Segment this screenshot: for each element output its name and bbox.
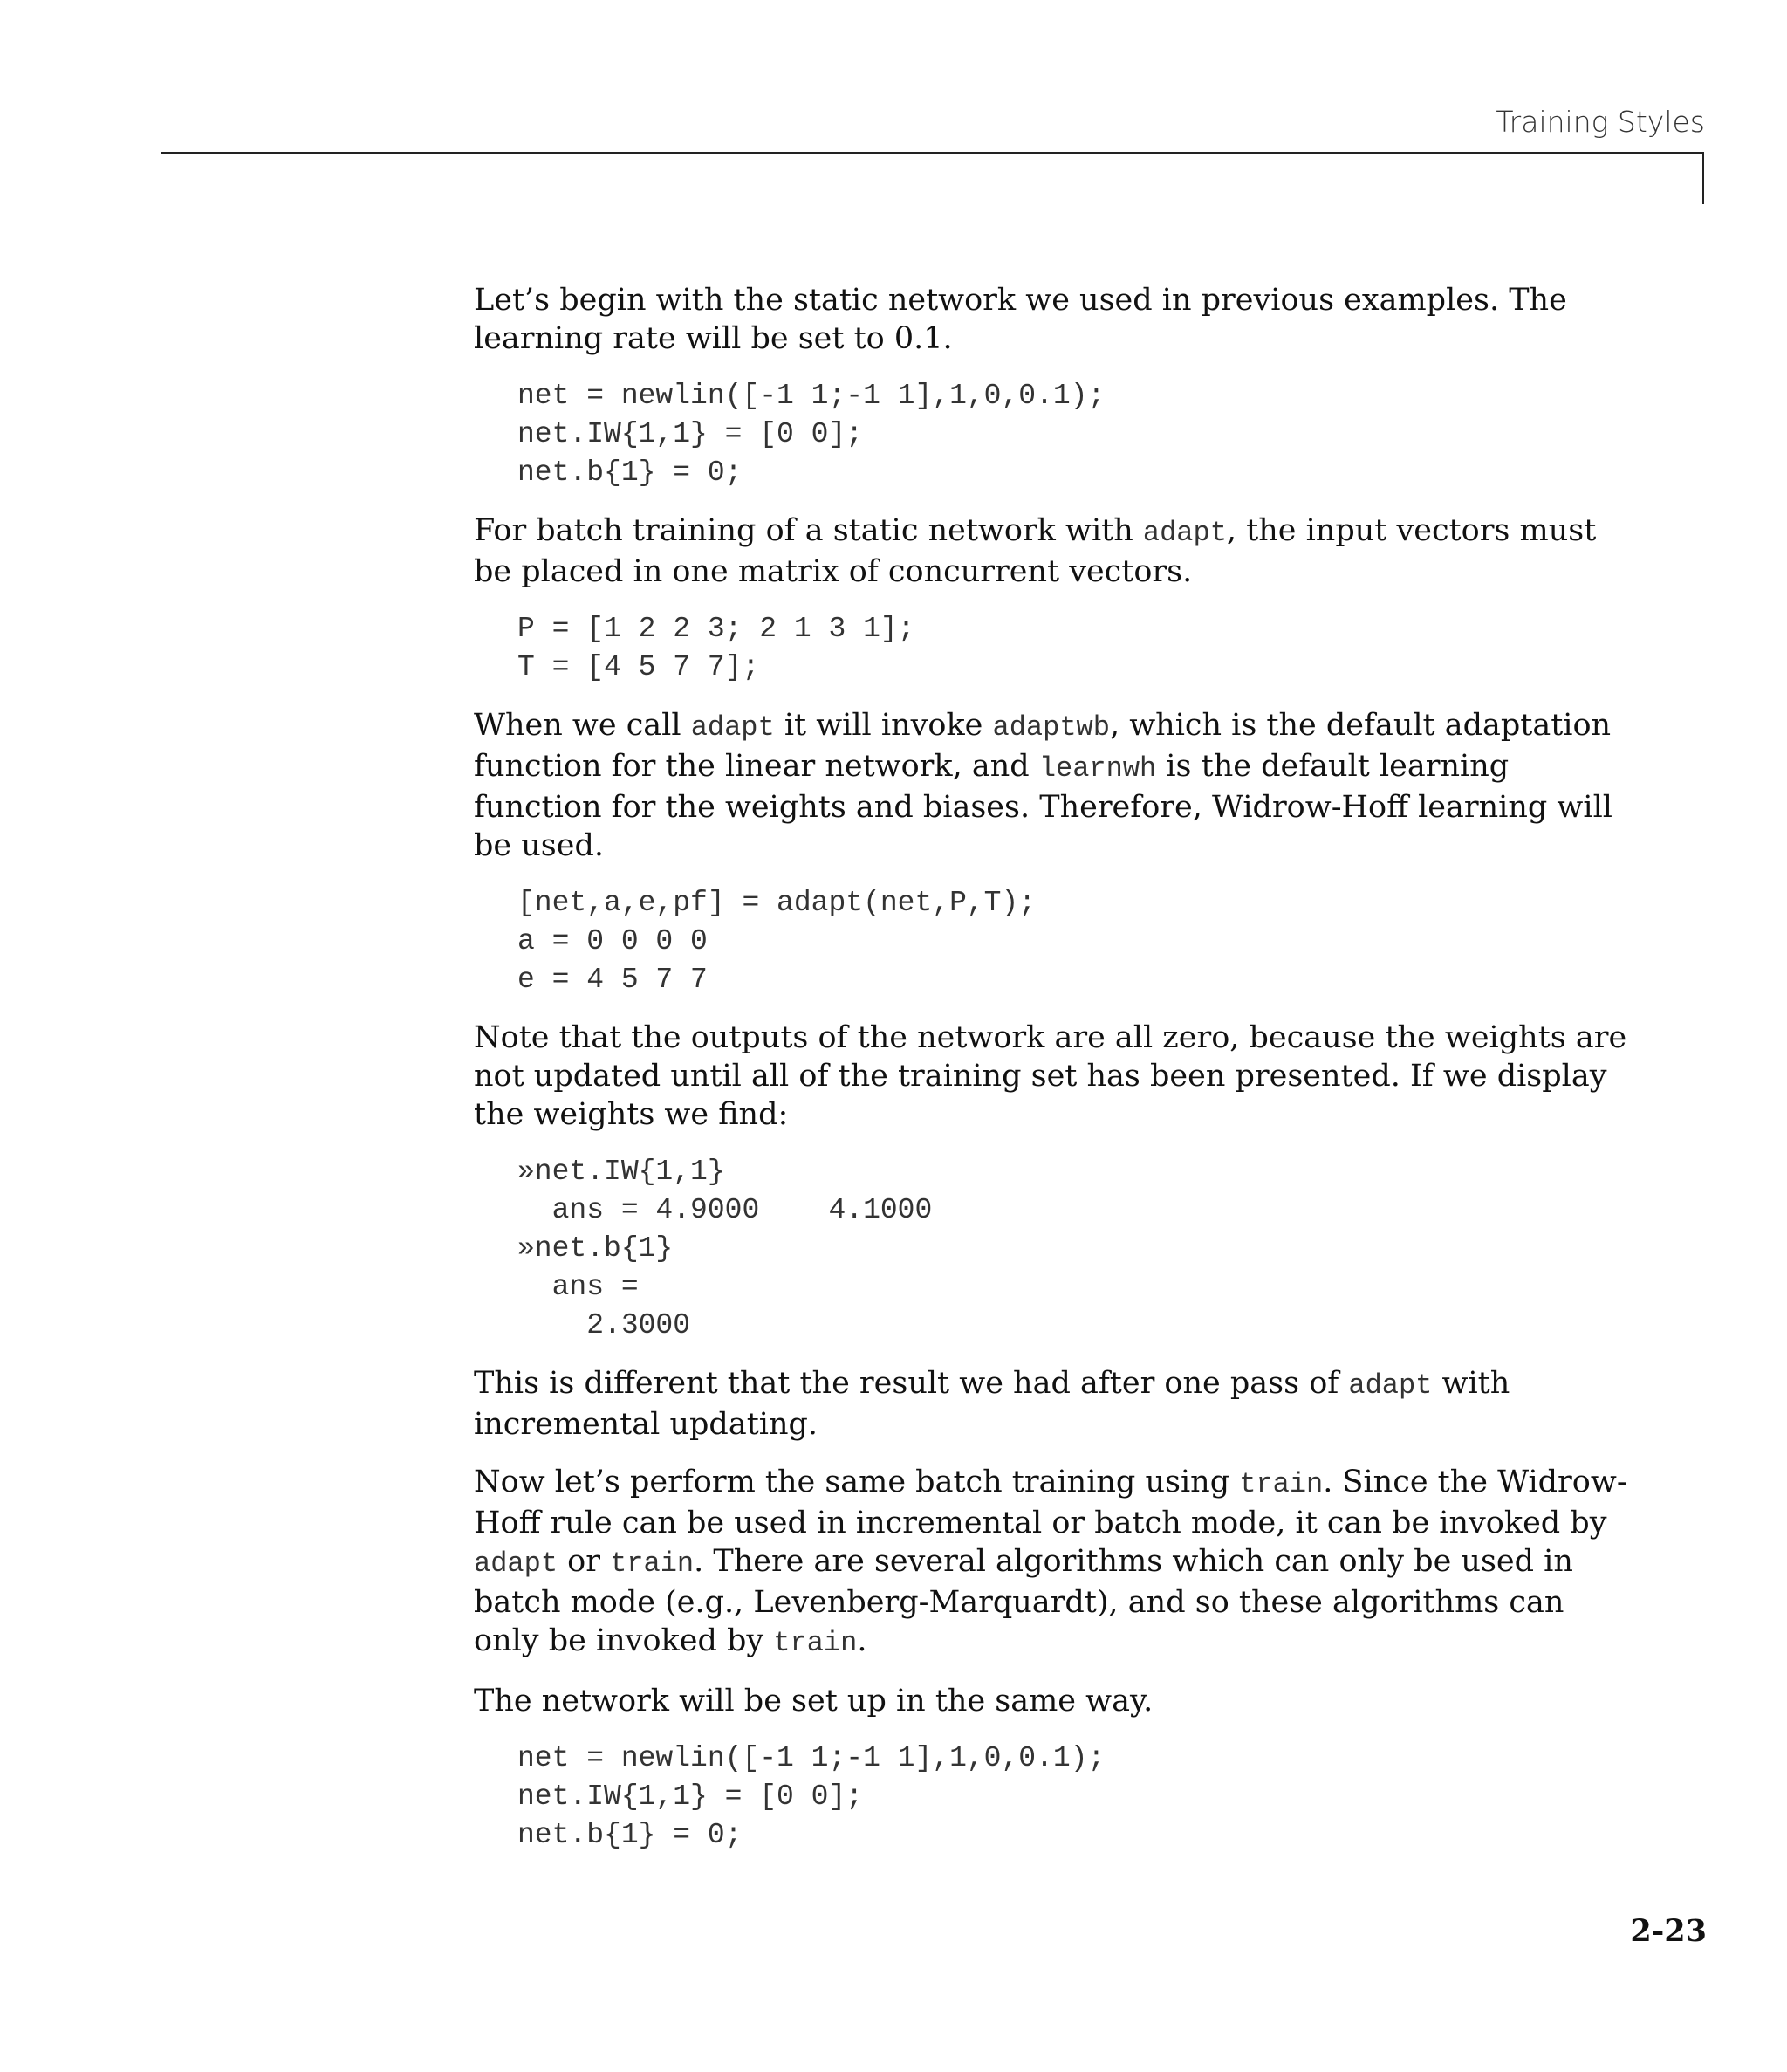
code-block-adapt — [517, 884, 1634, 999]
paragraph-outputs-zero: Note that the outputs of the network are all zero, because the weights are not updated until all of the training set has been presented. If we display the weights we find: — [474, 1020, 1627, 1132]
text-run: . — [857, 1623, 867, 1658]
code-line: net.IW{1,1} = [0 0]; — [517, 1780, 864, 1813]
text-run: For batch training of a static network with — [474, 513, 1143, 548]
paragraph-batch-static — [474, 511, 1634, 591]
text-run: This is different that the result we had after one pass of — [474, 1366, 1349, 1401]
code-line: 2.3000 — [517, 1309, 691, 1341]
code-block-setup — [517, 377, 1634, 492]
inline-code: train — [773, 1627, 858, 1659]
code-block-setup-repeat — [517, 1739, 1634, 1855]
inline-code: learnwh — [1038, 752, 1157, 785]
page-number: 2-23 — [1630, 1913, 1707, 1949]
text-run: Now let’s perform the same batch training using — [474, 1465, 1240, 1499]
code-line: net = newlin([-1 1;-1 1],1,0,0.1); — [517, 380, 1106, 412]
text-run: . There are several algorithms which can only be used in batch mode (e.g., Levenberg-Marquardt), and so these algorithms can only be invoked by — [474, 1544, 1573, 1658]
code-line: a = 0 0 0 0 — [517, 925, 708, 957]
running-header-title: Training Styles — [1496, 105, 1705, 139]
text-run: is the default learning function for the weights and biases. Therefore, Widrow-Hoff learning will be used. — [474, 749, 1612, 863]
code-line: ans = — [517, 1271, 639, 1303]
code-line: net.b{1} = 0; — [517, 456, 743, 489]
paragraph-adapt-call — [474, 706, 1634, 865]
code-line: ans = 4.9000 4.1000 — [517, 1194, 933, 1226]
code-line: net.b{1} = 0; — [517, 1819, 743, 1851]
code-line: e = 4 5 7 7 — [517, 964, 708, 996]
text-run: with incremental updating. — [474, 1366, 1510, 1442]
code-block-inputs — [517, 610, 1634, 687]
header-rule — [161, 152, 1704, 154]
code-line: net = newlin([-1 1;-1 1],1,0,0.1); — [517, 1742, 1106, 1774]
text-run: . Since the Widrow-Hoff rule can be used in incremental or batch mode, it can be invoked by — [474, 1465, 1627, 1540]
paragraph-batch-train — [474, 1463, 1634, 1663]
inline-code: adapt — [690, 711, 775, 744]
code-line: [net,a,e,pf] = adapt(net,P,T); — [517, 887, 1037, 919]
text-run: , the input vectors must be placed in one matrix of concurrent vectors. — [474, 513, 1597, 589]
code-line: P = [1 2 2 3; 2 1 3 1]; — [517, 613, 915, 645]
text-run: or — [558, 1544, 611, 1579]
text-run: When we call — [474, 708, 691, 743]
inline-code: adaptwb — [992, 711, 1110, 744]
code-line: »net.IW{1,1} — [517, 1156, 725, 1188]
inline-code: adapt — [474, 1547, 558, 1580]
inline-code: train — [610, 1547, 695, 1580]
page-content — [474, 281, 1634, 1874]
header-rule-tick — [1702, 152, 1704, 204]
text-run: it will invoke — [774, 708, 993, 743]
inline-code: adapt — [1348, 1369, 1433, 1402]
paragraph-same-setup: The network will be set up in the same way. — [474, 1684, 1154, 1719]
code-line: »net.b{1} — [517, 1232, 674, 1265]
code-line: net.IW{1,1} = [0 0]; — [517, 418, 864, 450]
text-run: , which is the default adaptation function for the linear network, and — [474, 708, 1612, 784]
code-block-weights — [517, 1153, 1634, 1345]
paragraph-different-result — [474, 1364, 1634, 1444]
inline-code: train — [1239, 1468, 1324, 1500]
code-line: T = [4 5 7 7]; — [517, 651, 760, 683]
paragraph-intro: Let’s begin with the static network we used in previous examples. The learning rate will be set to 0.1. — [474, 283, 1567, 356]
inline-code: adapt — [1142, 517, 1227, 549]
